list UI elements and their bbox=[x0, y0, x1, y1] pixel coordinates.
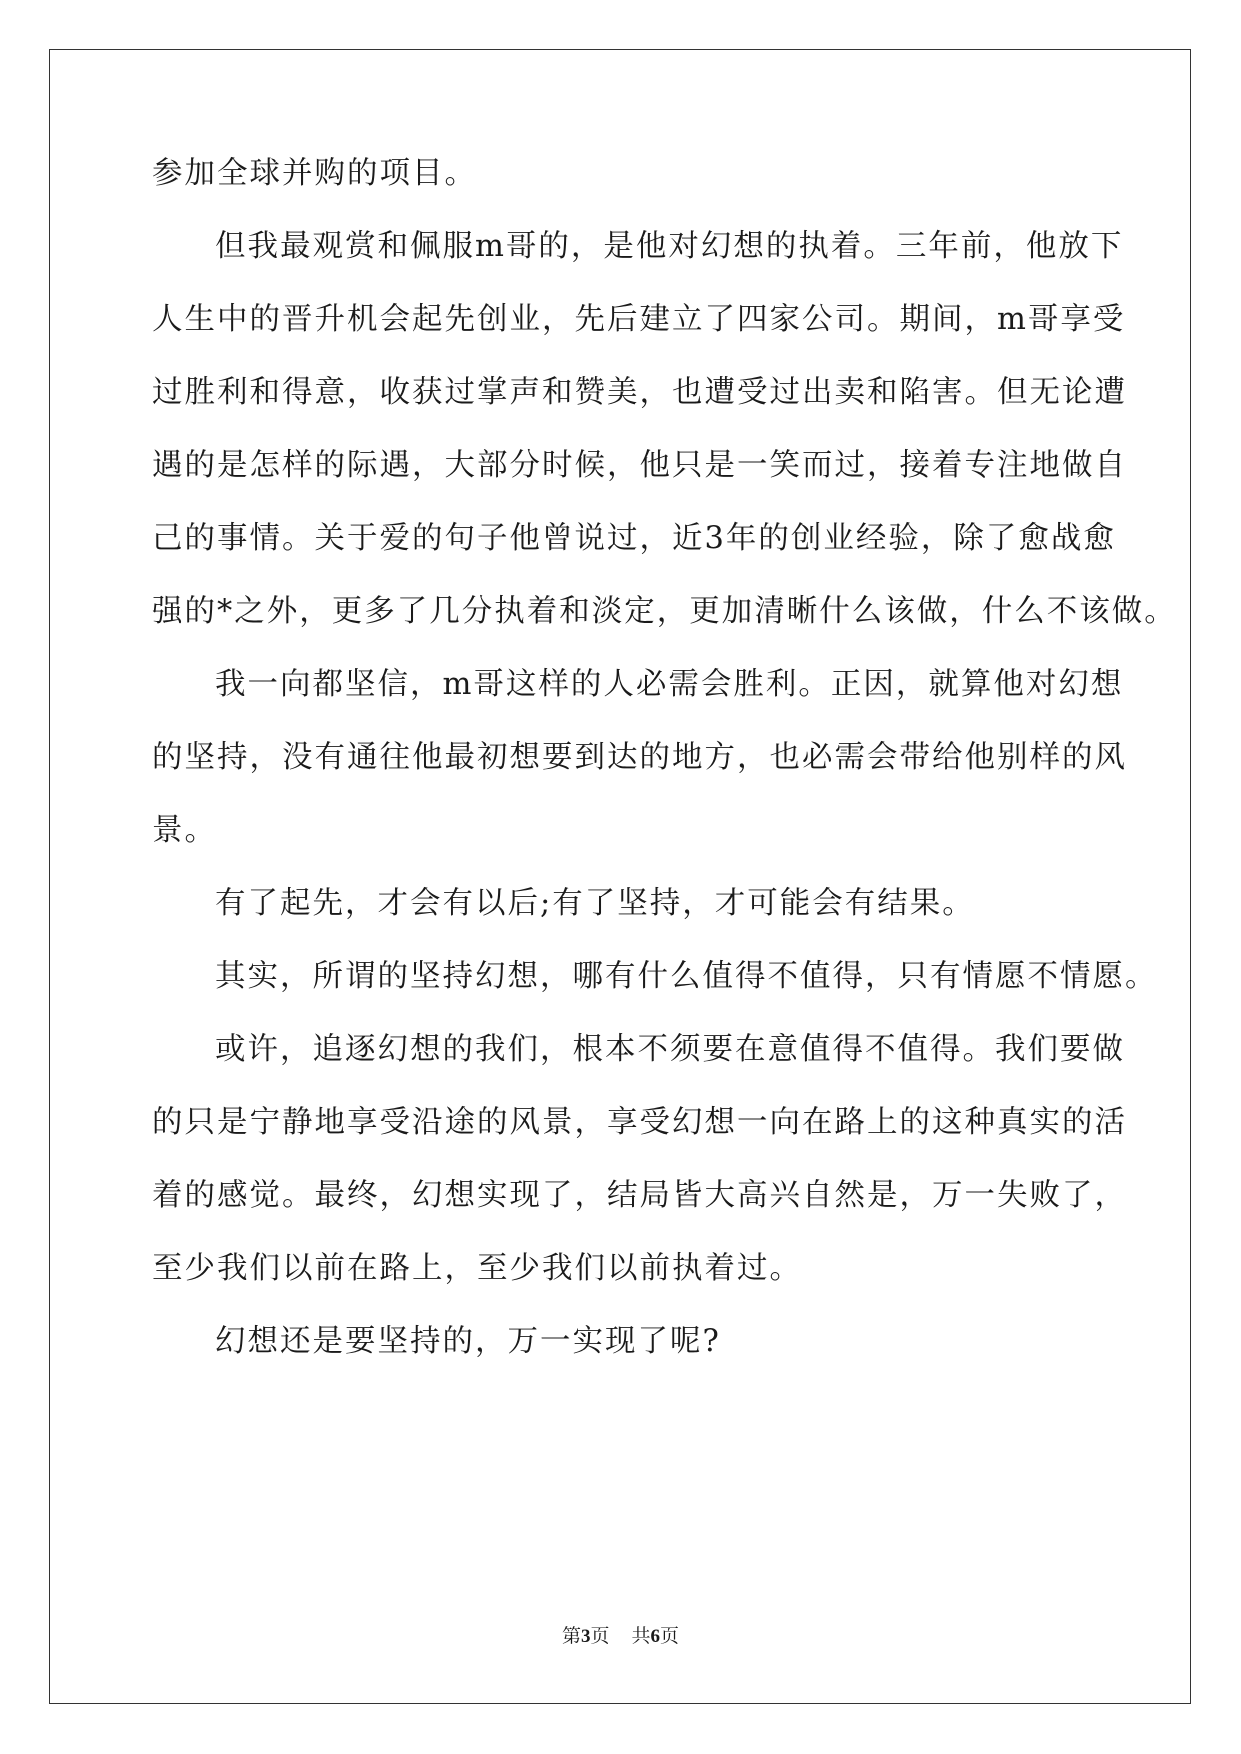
text-line: 的只是宁静地享受沿途的风景，享受幻想一向在路上的这种真实的活 bbox=[152, 1105, 1127, 1140]
paragraph-start-line: 其实，所谓的坚持幻想，哪有什么值得不值得，只有情愿不情愿。 bbox=[215, 959, 1158, 994]
total-prefix: 共 bbox=[631, 1625, 651, 1647]
page-footer bbox=[0, 1624, 1241, 1649]
paragraph-start-line: 有了起先，才会有以后;有了坚持，才可能会有结果。 bbox=[215, 886, 975, 921]
text-line: 遇的是怎样的际遇，大部分时候，他只是一笑而过，接着专注地做自 bbox=[152, 448, 1127, 483]
text-line: 己的事情。关于爱的句子他曾说过，近3年的创业经验，除了愈战愈 bbox=[152, 521, 1116, 556]
page-suffix: 页 bbox=[590, 1625, 610, 1647]
paragraph-start-line: 幻想还是要坚持的，万一实现了呢? bbox=[215, 1324, 721, 1359]
paragraph-start-line: 或许，追逐幻想的我们，根本不须要在意值得不值得。我们要做 bbox=[215, 1032, 1125, 1067]
current-page-number: 3 bbox=[580, 1626, 591, 1647]
text-line: 强的*之外，更多了几分执着和淡定，更加清晰什么该做，什么不该做。 bbox=[152, 594, 1177, 629]
paragraph-start-line: 我一向都坚信，m哥这样的人必需会胜利。正因，就算他对幻想 bbox=[215, 667, 1124, 702]
text-line: 着的感觉。最终，幻想实现了，结局皆大高兴自然是，万一失败了， bbox=[152, 1178, 1127, 1213]
text-line: 的坚持，没有通往他最初想要到达的地方，也必需会带给他别样的风 bbox=[152, 740, 1127, 775]
total-page-count: 6 bbox=[650, 1626, 661, 1647]
page-border bbox=[49, 49, 1191, 1704]
text-line: 人生中的晋升机会起先创业，先后建立了四家公司。期间，m哥享受 bbox=[152, 302, 1126, 337]
text-line: 过胜利和得意，收获过掌声和赞美，也遭受过出卖和陷害。但无论遭 bbox=[152, 375, 1127, 410]
text-line: 至少我们以前在路上，至少我们以前执着过。 bbox=[152, 1251, 802, 1286]
page-prefix: 第 bbox=[561, 1625, 581, 1647]
paragraph-start-line: 但我最观赏和佩服m哥的，是他对幻想的执着。三年前，他放下 bbox=[215, 229, 1124, 264]
text-line: 参加全球并购的项目。 bbox=[152, 156, 477, 191]
total-suffix: 页 bbox=[660, 1625, 680, 1647]
text-line: 景。 bbox=[152, 813, 217, 848]
